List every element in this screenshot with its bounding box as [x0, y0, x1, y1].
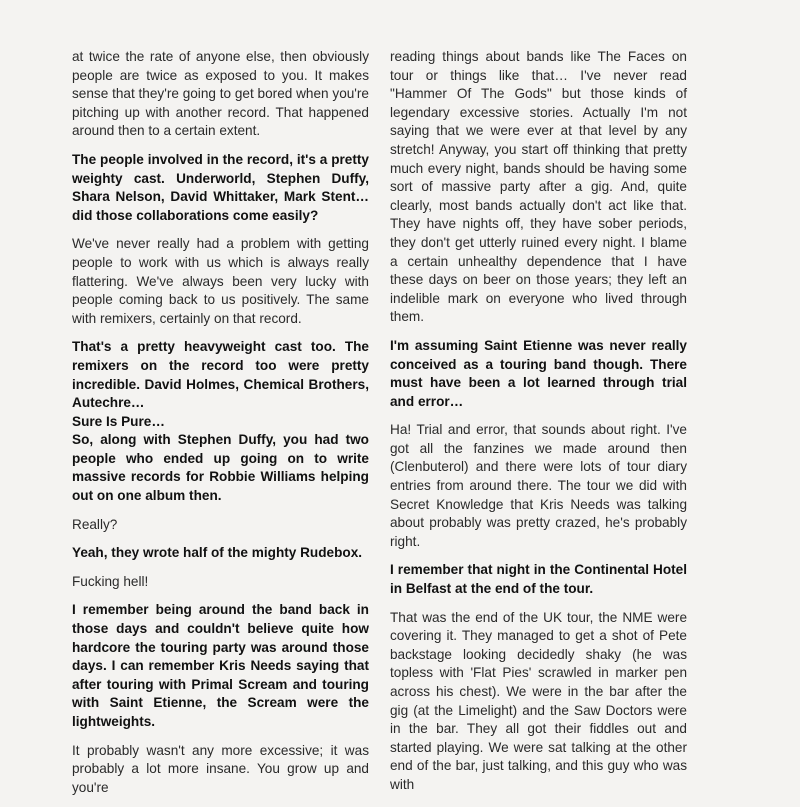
answer-paragraph: at twice the rate of anyone else, then obviously people are twice as exposed to you. It makes sense that they're going to get bored when you're pitching up with another record. That happened around then to a certain extent.: [72, 49, 369, 139]
question-paragraph: That's a pretty heavyweight cast too. The remixers on the record too were pretty incredible. David Holmes, Chemical Brothers, Autechre…: [72, 339, 369, 411]
answer-paragraph: reading things about bands like The Faces on tour or things like that… I've never read "Hammer Of The Gods" but those kinds of legendary excessive stories. Actually I'm not saying that we were ever at that level by any stretch! Anyway, you start off thinking that pretty much every night, bands should be having some sort of massive party after a gig. And, quite clearly, most bands actually don't act like that. They have nights off, they have sober periods, they don't get utterly ruined every night. I blame a certain unhealthy dependence that I have these days on beer on those years; they left an indelible mark on everyone who lived through them.: [390, 49, 687, 325]
answer-paragraph: It probably wasn't any more excessive; it was probably a lot more insane. You grow up and you're: [72, 742, 369, 795]
question-paragraph: I remember that night in the Continental Hotel in Belfast at the end of the tour.: [390, 562, 687, 597]
answer-paragraph: We've never really had a problem with getting people to work with us which is always really flattering. We've always been very lucky with people coming back to us positively. The same with remixers, certainly on that record.: [72, 236, 369, 326]
question-paragraph: The people involved in the record, it's a pretty weighty cast. Underworld, Stephen Duffy, Shara Nelson, David Whittaker, Mark Stent… did those collaborations come easily?: [72, 151, 369, 223]
question-paragraph: Sure Is Pure…: [72, 413, 165, 429]
question-paragraph: I remember being around the band back in those days and couldn't believe quite how hardcore the touring party was around those days. I can remember Kris Needs saying that after touring with Primal Scream and touring with Saint Etienne, the Scream were the lightweights.: [72, 602, 369, 729]
question-paragraph: Yeah, they wrote half of the mighty Rudebox.: [72, 545, 363, 561]
answer-paragraph: That was the end of the UK tour, the NME were covering it. They managed to get a shot of Pete backstage looking decidedly shaky (he was topless with 'Flat Pies' scrawled in marker pen across his chest). We were in the bar after the gig (at the Limelight) and the Saw Doctors were in the bar. They all got their fiddles out and started playing. We were sat talking at the other end of the bar, just talking, and this guy who was with: [390, 609, 687, 792]
answer-paragraph: Fucking hell!: [72, 573, 149, 589]
question-paragraph: I'm assuming Saint Etienne was never really conceived as a touring band though. There must have been a lot learned through trial and error…: [390, 337, 687, 409]
right-column: [390, 48, 687, 805]
answer-paragraph: Really?: [72, 516, 118, 532]
answer-paragraph: Ha! Trial and error, that sounds about right. I've got all the fanzines we made around then (Clenbuterol) and there were lots of tour diary entries from around there. The tour we did with Secret Knowledge that Kris Needs was talking about probably was pretty crazed, he's probably right.: [390, 422, 687, 549]
question-paragraph: So, along with Stephen Duffy, you had two people who ended up going on to write massive records for Robbie Williams helping out on one album then.: [72, 432, 369, 504]
left-column: [72, 48, 369, 807]
